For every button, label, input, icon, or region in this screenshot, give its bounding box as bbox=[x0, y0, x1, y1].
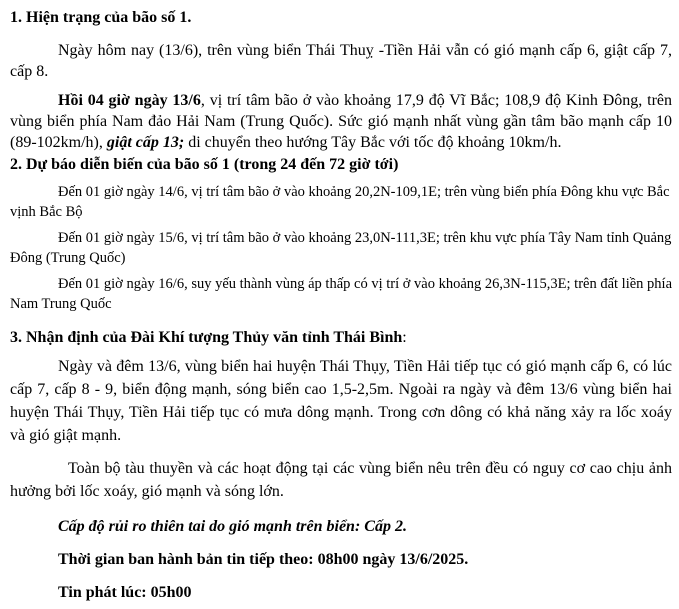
current-position-text: , vị trí tâm bão ở vào khoảng 17,9 độ Vĩ Bắc; 108,9 độ Kinh Đông, trên vùng biển phía Nam đảo Hải Nam (Trung Quốc). Sức gió mạnh nhất vùng gần tâm bão mạnh cấp 10 (89-102km/h), bbox=[10, 92, 672, 151]
forecast-item-15-6: Đến 01 giờ ngày 15/6, vị trí tâm bão ở vào khoảng 23,0N-111,3E; trên khu vực phía Tây Nam tỉnh Quảng Đông (Trung Quốc) bbox=[10, 230, 672, 266]
forecast-item-14-6: Đến 01 giờ ngày 14/6, vị trí tâm bão ở vào khoảng 20,2N-109,1E; trên vùng biển phía Đông khu vực Bắc vịnh Bắc Bộ bbox=[10, 184, 670, 220]
gust-level-text: giật cấp 13; bbox=[106, 134, 185, 151]
movement-text: di chuyển theo hướng Tây Bắc với tốc độ khoảng 10km/h. bbox=[184, 134, 562, 151]
section-1-paragraph-2 bbox=[10, 90, 672, 153]
section-3-title: 3. Nhận định của Đài Khí tượng Thủy văn tỉnh Thái Bình bbox=[10, 329, 403, 346]
section-3-heading bbox=[10, 328, 672, 348]
next-bulletin-time: Thời gian ban hành bản tin tiếp theo: 08h00 ngày 13/6/2025. bbox=[58, 551, 469, 568]
section-3-paragraph-1: Ngày và đêm 13/6, vùng biển hai huyện Thái Thụy, Tiền Hải tiếp tục có gió mạnh cấp 6, có lúc cấp 7, cấp 8 - 9, biển động mạnh, sóng biển cao 1,5-2,5m. Ngoài ra ngày và đêm 13/6 vùng biển hai huyện Thái Thụy, Tiền Hải tiếp tục có mưa dông mạnh. Trong cơn dông có khả năng xảy ra lốc xoáy và gió giật mạnh. bbox=[10, 358, 672, 444]
current-time-label: Hồi 04 giờ ngày 13/6 bbox=[58, 92, 201, 109]
section-3-paragraph-2: Toàn bộ tàu thuyền và các hoạt động tại các vùng biển nêu trên đều có nguy cơ cao chịu ảnh hưởng bởi lốc xoáy, gió mạnh và sóng lớn. bbox=[10, 460, 672, 500]
section-2-heading: 2. Dự báo diễn biến của bão số 1 (trong 24 đến 72 giờ tới) bbox=[10, 156, 399, 173]
risk-level-statement: Cấp độ rủi ro thiên tai do gió mạnh trên biển: Cấp 2. bbox=[58, 518, 407, 535]
issued-time: Tin phát lúc: 05h00 bbox=[58, 584, 192, 601]
section-3-colon: : bbox=[402, 329, 407, 346]
bulletin-document bbox=[10, 8, 672, 603]
section-1-paragraph-1: Ngày hôm nay (13/6), trên vùng biển Thái Thuỵ -Tiền Hải vẫn có gió mạnh cấp 6, giật cấp 7, cấp 8. bbox=[10, 42, 672, 80]
forecast-item-16-6: Đến 01 giờ ngày 16/6, suy yếu thành vùng áp thấp có vị trí ở vào khoảng 26,3N-115,3E; trên đất liền phía Nam Trung Quốc bbox=[10, 276, 673, 312]
section-1-heading: 1. Hiện trạng của bão số 1. bbox=[10, 9, 192, 26]
